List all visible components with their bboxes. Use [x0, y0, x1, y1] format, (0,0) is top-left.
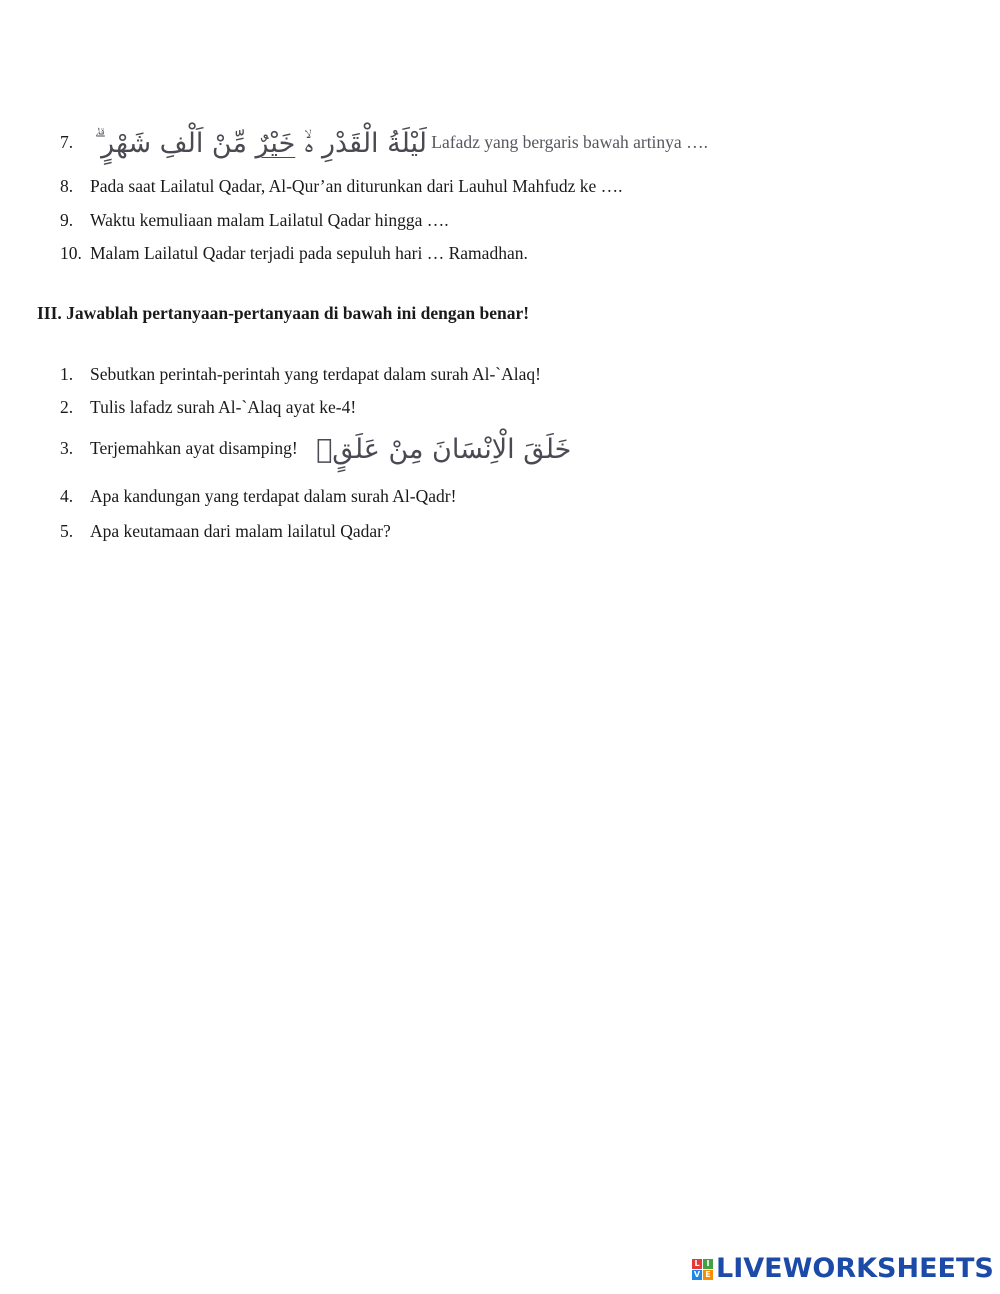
underlined-word: خَيْرٌ — [255, 127, 296, 159]
essay-question-5 — [60, 520, 391, 542]
essay-question-1 — [60, 363, 541, 385]
question-text: Pada saat Lailatul Qadar, Al-Qur’an diturunkan dari Lauhul Mahfudz ke …. — [90, 176, 623, 196]
question-text: Lafadz yang bergaris bawah artinya …. — [431, 132, 708, 152]
logo-grid-icon — [692, 1259, 713, 1280]
section-heading: III. Jawablah pertanyaan-pertanyaan di bawah ini dengan benar! — [37, 303, 530, 323]
question-text: Sebutkan perintah-perintah yang terdapat dalam surah Al-`Alaq! — [90, 364, 541, 384]
question-number: 2. — [60, 397, 74, 417]
arabic-verse: خَلَقَ الْاِنْسَانَ مِنْ عَلَقٍۚ — [316, 433, 572, 465]
question-text: Apa kandungan yang terdapat dalam surah Al-Qadr! — [90, 486, 457, 506]
question-number: 5. — [60, 521, 74, 541]
logo-tile: L — [692, 1259, 702, 1269]
question-text: Apa keutamaan dari malam lailatul Qadar? — [90, 521, 391, 541]
question-number: 3. — [60, 438, 74, 458]
question-number: 10. — [60, 243, 82, 263]
essay-question-2 — [60, 396, 356, 418]
question-10 — [60, 242, 528, 264]
question-9 — [60, 209, 449, 231]
question-number: 4. — [60, 486, 74, 506]
logo-tile: V — [693, 1269, 701, 1279]
logo-tile: I — [703, 1259, 713, 1269]
question-number: 1. — [60, 364, 74, 384]
logo-tile: E — [703, 1270, 713, 1280]
question-number: 8. — [60, 176, 74, 196]
question-text: Tulis lafadz surah Al-`Alaq ayat ke-4! — [90, 397, 357, 417]
question-7 — [60, 124, 708, 160]
arabic-verse: لَيْلَةُ الْقَدْرِ ەۙ خَيْرٌ مِّنْ اَلْفِ شَهْرٍ ۗ — [94, 127, 427, 159]
question-text: Waktu kemuliaan malam Lailatul Qadar hingga …. — [90, 210, 449, 230]
logo-text: LIVEWORKSHEETS — [716, 1253, 994, 1284]
essay-question-4 — [60, 485, 456, 507]
liveworksheets-logo — [692, 1253, 994, 1285]
question-text: Terjemahkan ayat disamping! — [90, 438, 298, 458]
question-8 — [60, 175, 623, 197]
question-number: 9. — [60, 210, 74, 230]
question-text: Malam Lailatul Qadar terjadi pada sepuluh hari … Ramadhan. — [90, 243, 528, 263]
question-number: 7. — [60, 132, 74, 152]
essay-question-3 — [60, 428, 571, 468]
